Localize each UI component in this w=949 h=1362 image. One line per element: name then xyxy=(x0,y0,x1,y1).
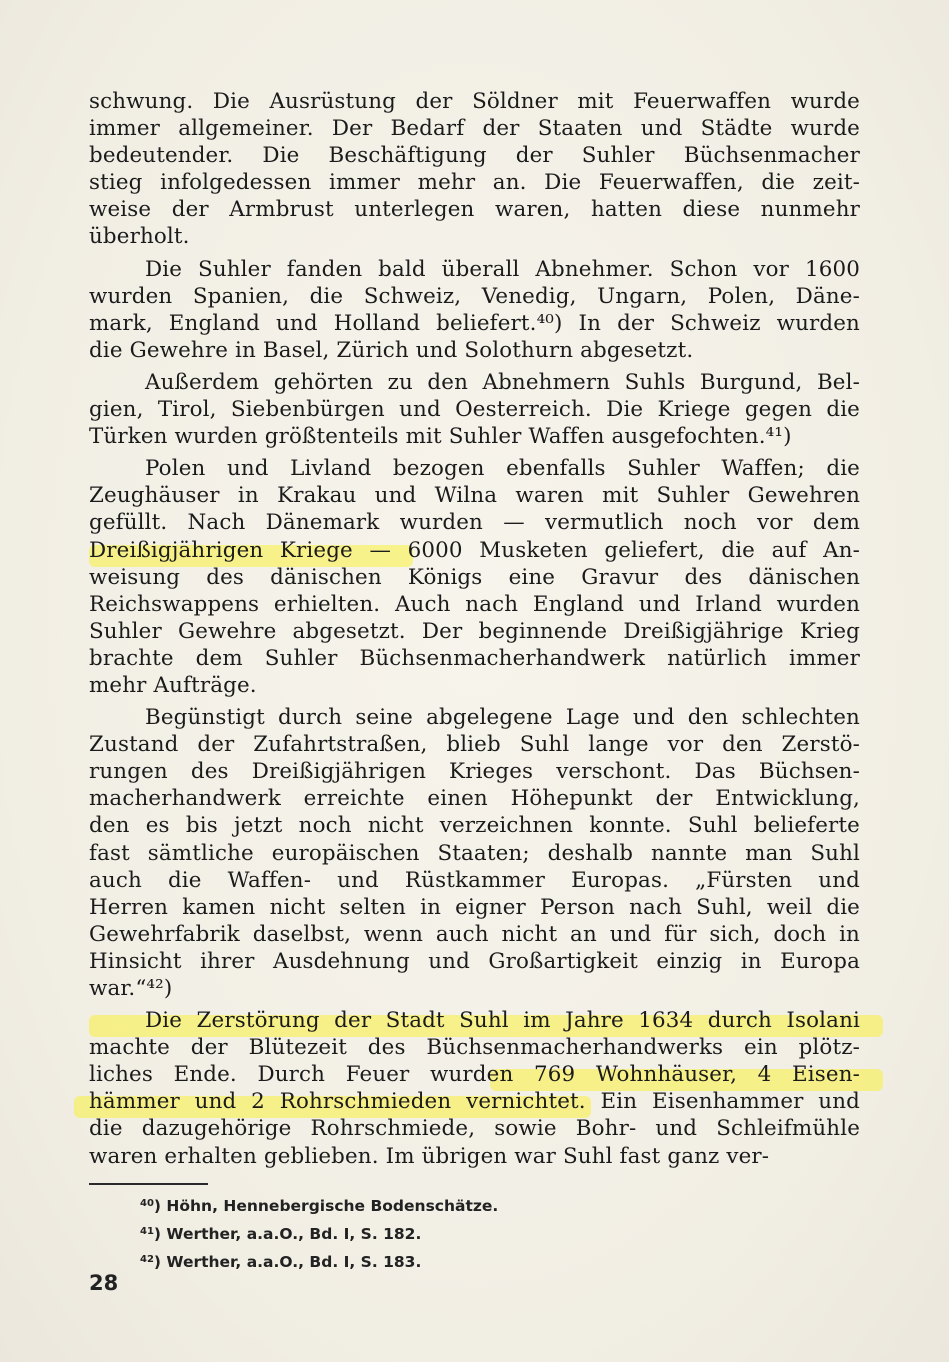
paragraph xyxy=(89,1007,860,1170)
text-line: Zeughäuser in Krakau und Wilna waren mit Suhler Gewehren xyxy=(89,483,860,509)
text-line: liches Ende. Durch Feuer wurden 769 Wohnhäuser, 4 Eisen- xyxy=(89,1061,860,1088)
text-line: die dazugehörige Rohrschmiede, sowie Bohr- und Schleifmühle xyxy=(89,1116,860,1142)
text-line: schwung. Die Ausrüstung der Söldner mit Feuerwaffen wurde xyxy=(89,89,860,114)
text-line: fast sämtliche europäischen Staaten; deshalb nannte man Suhl xyxy=(89,840,860,866)
text-line: die Gewehre in Basel, Zürich und Solothurn abgesetzt. xyxy=(89,337,694,363)
footnote xyxy=(140,1247,498,1275)
body-text xyxy=(89,88,860,1170)
text-line: gien, Tirol, Siebenbürgen und Oesterreich. Die Kriege gegen die xyxy=(89,397,860,423)
text-line: macherhandwerk erreichte einen Höhepunkt der Entwicklung, xyxy=(89,786,860,812)
footnote-text: ) Höhn, Hennebergische Bodenschätze. xyxy=(153,1197,499,1215)
text-line: Die Zerstörung der Stadt Suhl im Jahre 1634 durch Isolani xyxy=(89,1007,860,1034)
text-line: machte der Blütezeit des Büchsenmacherhandwerks ein plötz- xyxy=(89,1035,860,1061)
footnote-mark: 40 xyxy=(140,1198,154,1209)
text-line: den es bis jetzt noch nicht verzeichnen konnte. Suhl belieferte xyxy=(89,813,860,839)
text-line: Begünstigt durch seine abgelegene Lage und den schlechten xyxy=(145,705,860,731)
text-line: überholt. xyxy=(89,224,190,250)
text-line: auch die Waffen- und Rüstkammer Europas. „Fürsten und xyxy=(89,867,860,893)
text-line: Dreißigjährigen Kriege — 6000 Musketen geliefert, die auf An- xyxy=(89,537,860,564)
footnote xyxy=(140,1219,498,1247)
text-line: Hinsicht ihrer Ausdehnung und Großartigkeit einzig in Europa xyxy=(89,948,860,974)
text-line: hämmer und 2 Rohrschmieden vernichtet. Ein Eisenhammer und xyxy=(89,1088,860,1115)
text-line: gefüllt. Nach Dänemark wurden — vermutlich noch vor dem xyxy=(89,510,860,536)
text-line: Türken wurden größtenteils mit Suhler Waffen ausgefochten.⁴¹) xyxy=(89,424,792,450)
text-line: Suhler Gewehre abgesetzt. Der beginnende Dreißigjährige Krieg xyxy=(89,618,860,644)
text-line: Herren kamen nicht selten in eigner Person nach Suhl, weil die xyxy=(89,894,860,920)
text-line: Gewehrfabrik daselbst, wenn auch nicht an und für sich, doch in xyxy=(89,921,860,947)
text-line: stieg infolgedessen immer mehr an. Die Feuerwaffen, die zeit- xyxy=(89,170,860,196)
text-line: waren erhalten geblieben. Im übrigen war Suhl fast ganz ver- xyxy=(89,1143,770,1169)
text-line: weise der Armbrust unterlegen waren, hatten diese nunmehr xyxy=(89,197,860,223)
text-line: Polen und Livland bezogen ebenfalls Suhler Waffen; die xyxy=(145,456,860,482)
text-line: immer allgemeiner. Der Bedarf der Staaten und Städte wurde xyxy=(89,116,860,142)
footnote-text: ) Werther, a.a.O., Bd. I, S. 183. xyxy=(153,1253,422,1271)
footnote-mark: 42 xyxy=(140,1254,154,1265)
footnote-mark: 41 xyxy=(140,1226,154,1237)
text-line: Reichswappens erhielten. Auch nach England und Irland wurden xyxy=(89,591,860,617)
page-number: 28 xyxy=(89,1271,119,1295)
footnote-separator xyxy=(89,1183,208,1185)
text-line: Zustand der Zufahrtstraßen, blieb Suhl lange vor den Zerstö- xyxy=(89,732,860,758)
footnotes xyxy=(140,1191,498,1275)
text-line: wurden Spanien, die Schweiz, Venedig, Ungarn, Polen, Däne- xyxy=(89,283,860,309)
text-line: Die Suhler fanden bald überall Abnehmer. Schon vor 1600 xyxy=(145,256,860,282)
paragraph xyxy=(89,369,860,450)
text-line: Außerdem gehörten zu den Abnehmern Suhls Burgund, Bel- xyxy=(145,369,860,395)
text-line: weisung des dänischen Königs eine Gravur des dänischen xyxy=(89,564,860,590)
text-line: mehr Aufträge. xyxy=(89,672,257,698)
text-line: bedeutender. Die Beschäftigung der Suhler Büchsenmacher xyxy=(89,143,860,169)
paragraph xyxy=(89,704,860,1002)
footnote xyxy=(140,1191,498,1219)
paragraph xyxy=(89,88,860,251)
paragraph xyxy=(89,256,860,364)
footnote-text: ) Werther, a.a.O., Bd. I, S. 182. xyxy=(153,1225,422,1243)
text-line: brachte dem Suhler Büchsenmacherhandwerk natürlich immer xyxy=(89,645,860,671)
text-line: rungen des Dreißigjährigen Krieges verschont. Das Büchsen- xyxy=(89,759,860,785)
text-line: mark, England und Holland beliefert.⁴⁰) In der Schweiz wurden xyxy=(89,310,860,336)
text-line: war.“⁴²) xyxy=(89,976,173,1001)
paragraph xyxy=(89,455,860,699)
